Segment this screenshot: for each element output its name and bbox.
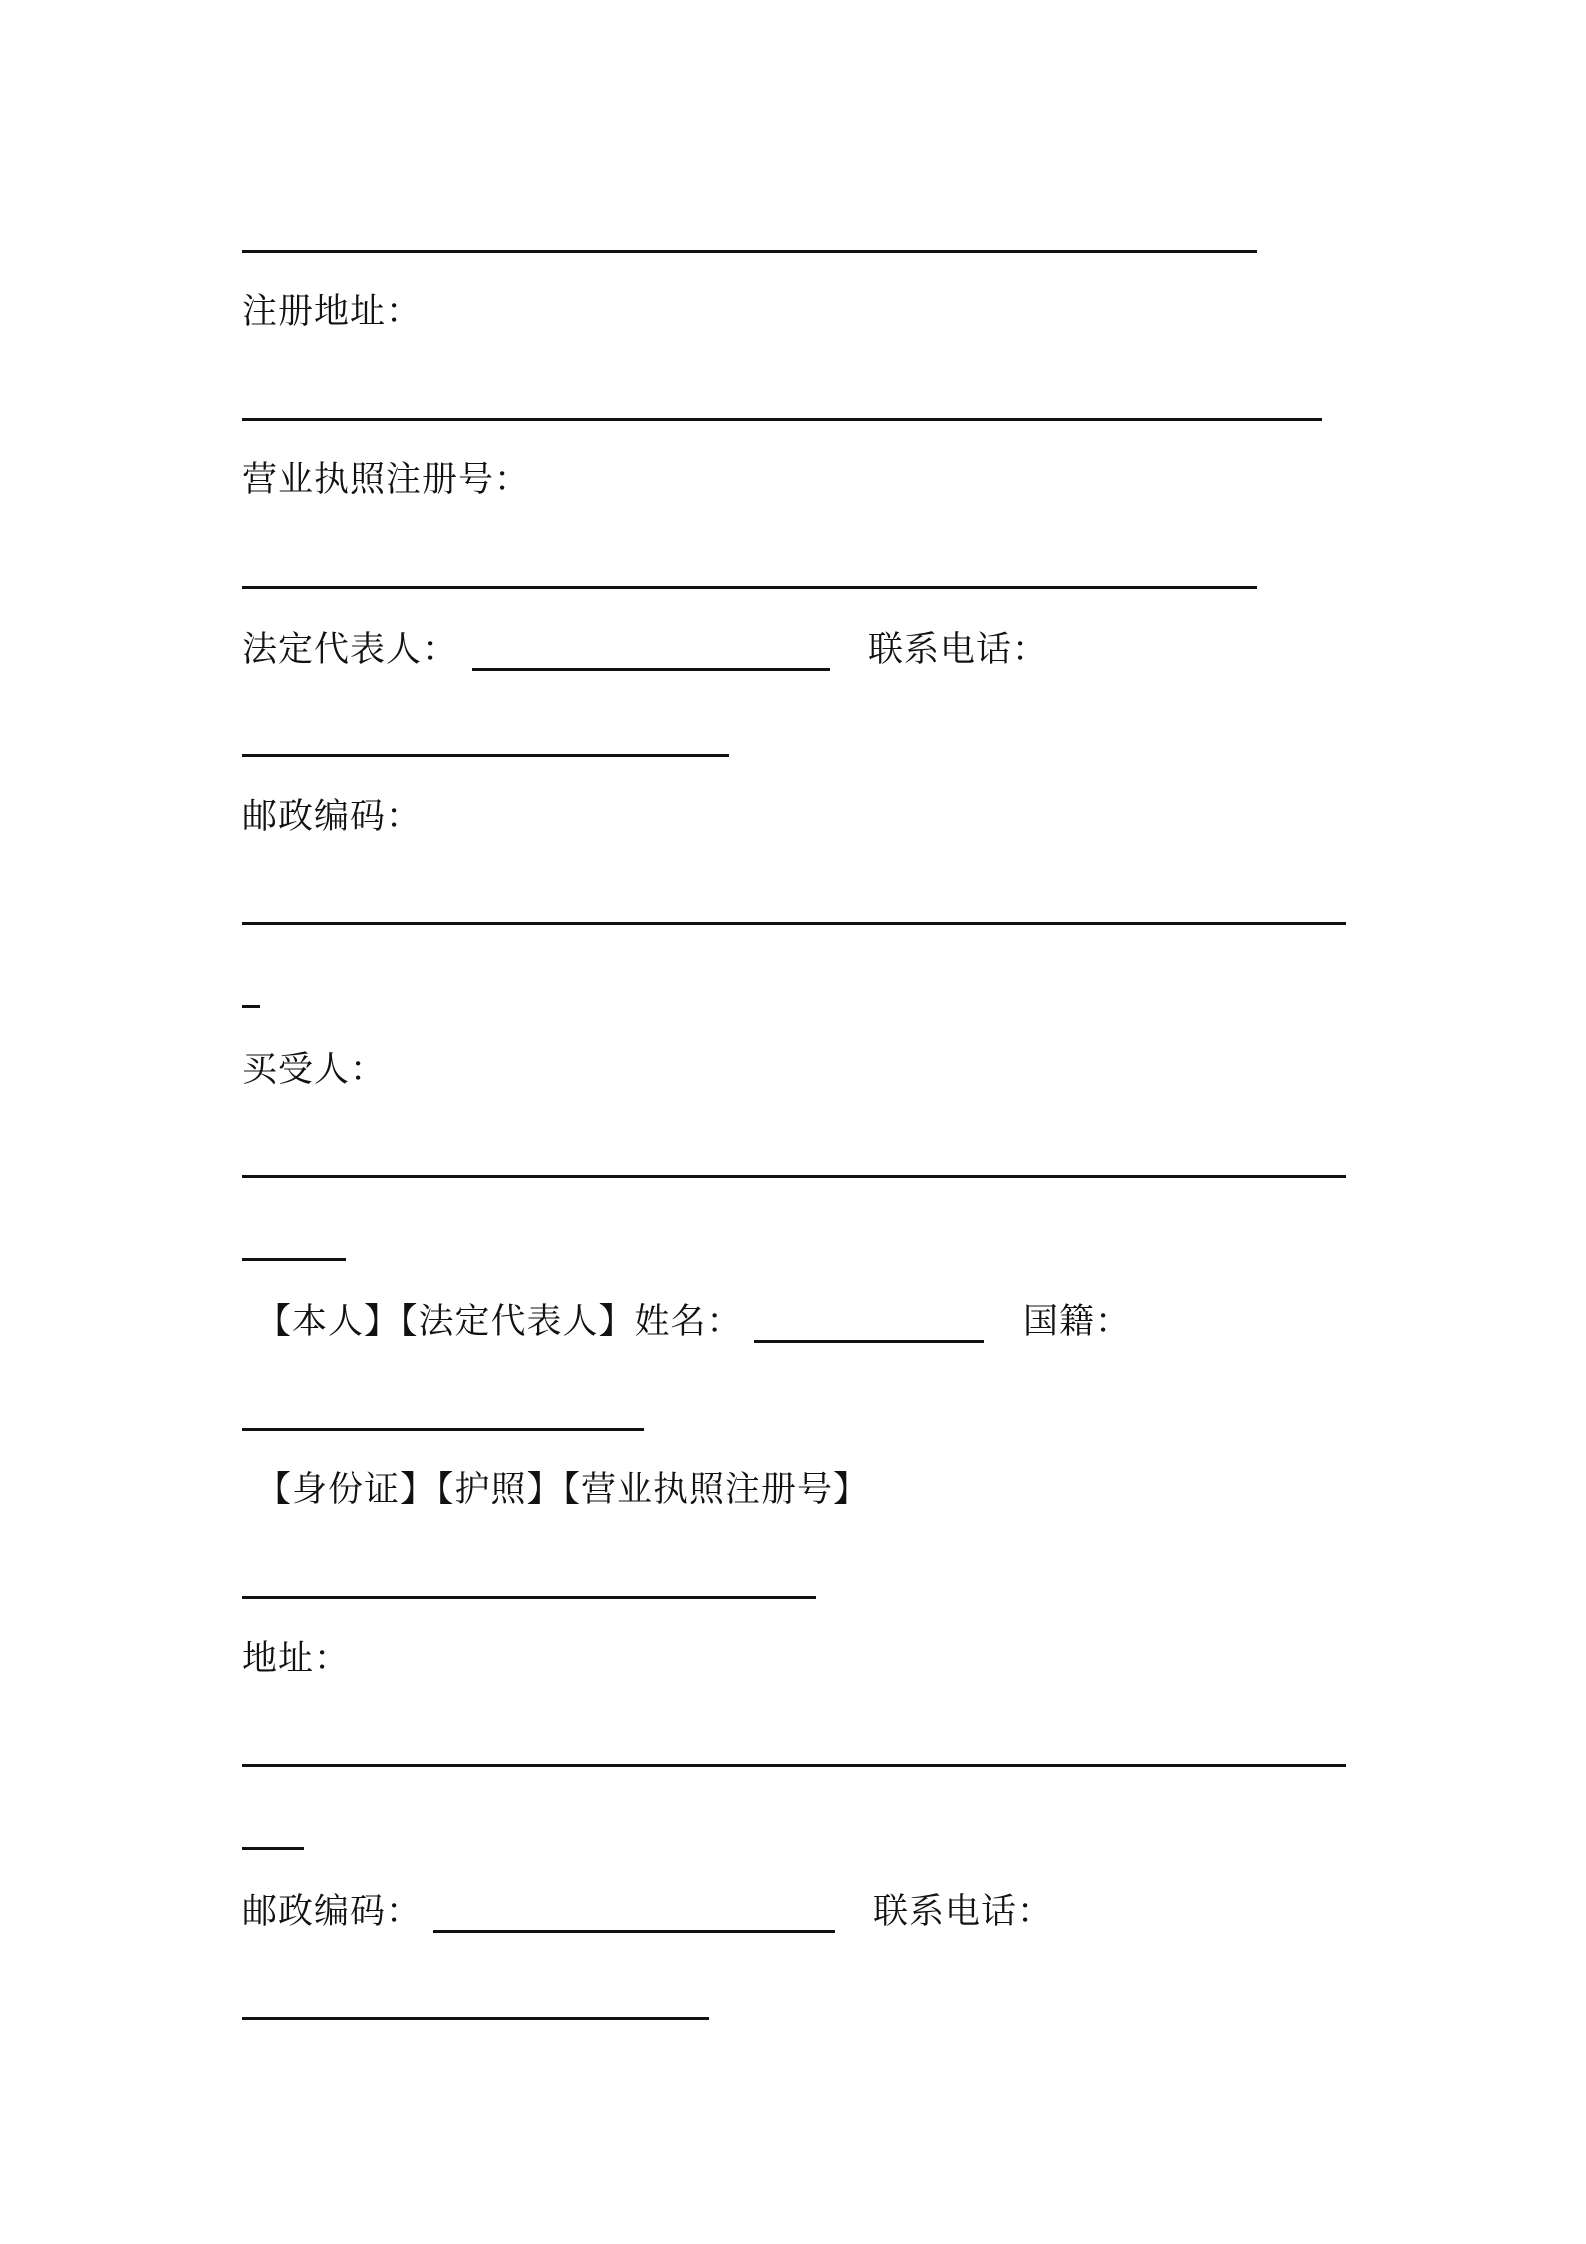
- buyer-postal-code-blank[interactable]: [433, 1930, 835, 1933]
- postal-code-blank[interactable]: [242, 922, 1346, 925]
- buyer-address-blank-continuation[interactable]: [242, 1847, 304, 1850]
- buyer-postal-row: [242, 1890, 1342, 1934]
- buyer-address-label: 地址：: [242, 1639, 351, 1679]
- postal-code-blank-continuation[interactable]: [242, 1005, 260, 1008]
- legal-rep-label: 法定代表人：: [242, 630, 459, 670]
- name-blank[interactable]: [754, 1340, 984, 1343]
- name-label: 【本人】【法定代表人】姓名：: [256, 1302, 743, 1342]
- buyer-address-blank[interactable]: [242, 1764, 1346, 1767]
- buyer-phone-blank[interactable]: [242, 2017, 709, 2020]
- nationality-label: 国籍：: [1023, 1302, 1132, 1342]
- registered-address-label: 注册地址：: [242, 292, 423, 332]
- postal-code-label: 邮政编码：: [242, 797, 423, 837]
- registered-address-blank[interactable]: [242, 418, 1322, 421]
- legal-rep-blank[interactable]: [472, 668, 830, 671]
- id-types-label: 【身份证】【护照】【营业执照注册号】: [256, 1470, 870, 1510]
- blank-line[interactable]: [242, 250, 1257, 253]
- buyer-blank[interactable]: [242, 1175, 1346, 1178]
- buyer-postal-code-label: 邮政编码：: [242, 1892, 423, 1932]
- buyer-phone-label: 联系电话：: [873, 1892, 1054, 1932]
- phone-label: 联系电话：: [868, 630, 1049, 670]
- business-license-blank[interactable]: [242, 586, 1257, 589]
- nationality-blank[interactable]: [242, 1428, 644, 1431]
- name-row: [242, 1300, 1342, 1344]
- business-license-label: 营业执照注册号：: [242, 460, 531, 500]
- buyer-blank-continuation[interactable]: [242, 1258, 346, 1261]
- phone-blank[interactable]: [242, 754, 729, 757]
- legal-rep-row: [242, 628, 1342, 672]
- buyer-label: 买受人：: [242, 1050, 387, 1090]
- id-number-blank[interactable]: [242, 1596, 816, 1599]
